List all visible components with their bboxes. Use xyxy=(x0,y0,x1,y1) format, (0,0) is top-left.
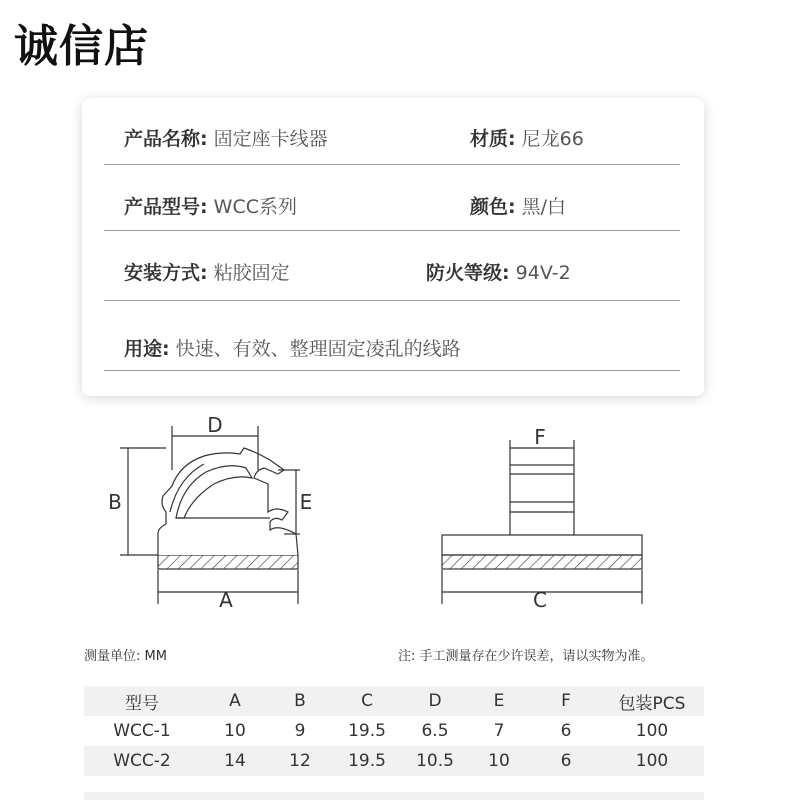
table-cell: 14 xyxy=(224,751,246,771)
clip-adhesive-base xyxy=(158,555,298,569)
table-cell: 7 xyxy=(493,721,505,741)
spec-fire-label: 防火等级: xyxy=(426,262,510,284)
table-header: D xyxy=(428,691,442,711)
spec-material-value: 尼龙66 xyxy=(521,128,584,150)
spec-name-label: 产品名称: xyxy=(124,128,208,150)
front-adhesive xyxy=(442,555,642,569)
front-base xyxy=(442,535,642,555)
label-a: A xyxy=(219,588,233,612)
table-header: 型号 xyxy=(125,693,159,714)
spec-model-value: WCC系列 xyxy=(213,196,297,218)
brand-title: 诚信店 xyxy=(14,21,149,72)
spec-table xyxy=(84,686,704,776)
table-cell: WCC-2 xyxy=(113,751,171,771)
spec-usage-value: 快速、有效、整理固定凌乱的线路 xyxy=(175,338,461,360)
spec-name-value: 固定座卡线器 xyxy=(213,128,328,150)
table-row xyxy=(84,746,704,776)
label-d: D xyxy=(207,413,223,437)
label-f: F xyxy=(534,425,546,449)
spec-model-label: 产品型号: xyxy=(124,196,208,218)
table-header-row xyxy=(84,686,704,716)
disclaimer-note: 注: 手工测量存在少许误差，请以实物为准。 xyxy=(398,649,654,664)
table-cell: 12 xyxy=(289,751,311,771)
front-stem xyxy=(510,465,574,535)
table-bottom-strip xyxy=(84,792,704,800)
table-cell: WCC-1 xyxy=(113,721,171,741)
table-cell: 6 xyxy=(560,751,572,771)
table-cell: 9 xyxy=(294,721,306,741)
table-cell: 100 xyxy=(635,751,669,771)
spec-install-value: 粘胶固定 xyxy=(213,262,290,284)
table-header: E xyxy=(493,691,505,711)
table-cell: 10 xyxy=(224,721,246,741)
table-cell: 6.5 xyxy=(421,721,449,741)
table-cell: 6 xyxy=(560,721,572,741)
spec-color-value: 黑/白 xyxy=(521,196,567,218)
table-cell: 100 xyxy=(635,721,669,741)
unit-note: 测量单位: MM xyxy=(84,649,167,664)
clip-body-outline xyxy=(158,448,298,555)
clip-side-view xyxy=(108,413,312,612)
table-header: 包装PCS xyxy=(618,693,686,714)
spec-install-label: 安装方式: xyxy=(124,262,208,284)
table-header: A xyxy=(229,691,241,711)
clip-front-view xyxy=(442,425,642,612)
table-cell: 10 xyxy=(488,751,510,771)
label-b: B xyxy=(108,490,122,514)
label-c: C xyxy=(533,588,547,612)
spec-color-label: 颜色: xyxy=(470,196,516,218)
table-row xyxy=(84,716,704,746)
label-e: E xyxy=(299,490,313,514)
table-cell: 19.5 xyxy=(348,721,386,741)
spec-material-label: 材质: xyxy=(470,128,516,150)
table-header: B xyxy=(294,691,306,711)
spec-fire-value: 94V-2 xyxy=(515,262,571,284)
table-header: F xyxy=(561,691,571,711)
spec-usage-label: 用途: xyxy=(124,338,170,360)
table-cell: 10.5 xyxy=(416,751,454,771)
table-cell: 19.5 xyxy=(348,751,386,771)
table-header: C xyxy=(361,691,373,711)
